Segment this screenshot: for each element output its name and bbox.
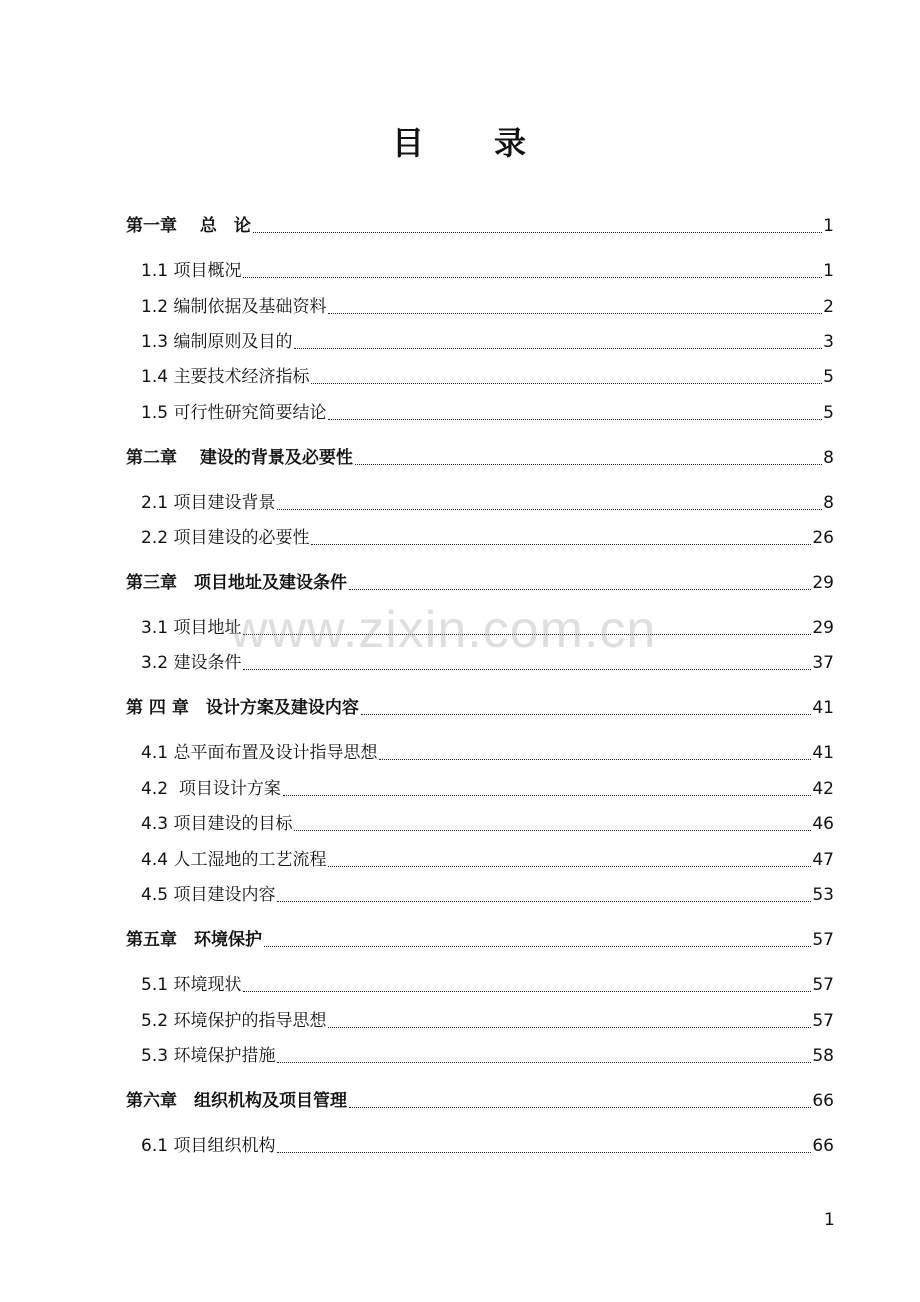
toc-entry-page: 57 bbox=[812, 1011, 834, 1031]
toc-section-entry[interactable] bbox=[141, 1041, 834, 1067]
toc-entry-page: 37 bbox=[812, 653, 834, 673]
toc-entry-label: 第五章 环境保护 bbox=[126, 930, 262, 950]
toc-entry-page: 2 bbox=[823, 297, 834, 317]
toc-chapter-entry[interactable] bbox=[126, 693, 834, 719]
dot-leader bbox=[253, 232, 822, 233]
toc-entry-label: 4.1 总平面布置及设计指导思想 bbox=[141, 743, 378, 763]
toc-section-entry[interactable] bbox=[141, 809, 834, 835]
dot-leader bbox=[349, 1107, 811, 1108]
toc-entry-label: 4.4 人工湿地的工艺流程 bbox=[141, 850, 327, 870]
dot-leader bbox=[277, 509, 822, 510]
toc-section-entry[interactable] bbox=[141, 1131, 834, 1157]
dot-leader bbox=[243, 277, 822, 278]
toc-entry-label: 第六章 组织机构及项目管理 bbox=[126, 1091, 347, 1111]
toc-entry-page: 29 bbox=[812, 618, 834, 638]
toc-section-entry[interactable] bbox=[141, 292, 834, 318]
toc-entry-label: 3.1 项目地址 bbox=[141, 618, 242, 638]
toc-chapter-entry[interactable] bbox=[126, 443, 834, 469]
toc-section-entry[interactable] bbox=[141, 256, 834, 282]
dot-leader bbox=[355, 464, 822, 465]
toc-entry-page: 1 bbox=[823, 216, 834, 236]
toc-entry-label: 1.5 可行性研究简要结论 bbox=[141, 403, 327, 423]
toc-entry-page: 47 bbox=[812, 850, 834, 870]
toc-entry-page: 8 bbox=[823, 448, 834, 468]
toc-entry-page: 58 bbox=[812, 1046, 834, 1066]
toc-section-entry[interactable] bbox=[141, 880, 834, 906]
dot-leader bbox=[311, 383, 822, 384]
page-title: 目 录 bbox=[391, 124, 528, 162]
toc-entry-label: 6.1 项目组织机构 bbox=[141, 1136, 276, 1156]
toc-entry-page: 66 bbox=[812, 1091, 834, 1111]
toc-entry-label: 5.3 环境保护措施 bbox=[141, 1046, 276, 1066]
toc-chapter-entry[interactable] bbox=[126, 211, 834, 237]
toc-section-entry[interactable] bbox=[141, 327, 834, 353]
toc-entry-page: 42 bbox=[812, 779, 834, 799]
toc-entry-label: 5.2 环境保护的指导思想 bbox=[141, 1011, 327, 1031]
toc-entry-label: 4.3 项目建设的目标 bbox=[141, 814, 293, 834]
toc-section-entry[interactable] bbox=[141, 523, 834, 549]
toc-entry-page: 3 bbox=[823, 332, 834, 352]
toc-section-entry[interactable] bbox=[141, 362, 834, 388]
dot-leader bbox=[328, 1027, 811, 1028]
dot-leader bbox=[243, 669, 811, 670]
toc-entry-label: 4.5 项目建设内容 bbox=[141, 885, 276, 905]
toc-entry-label: 第 四 章 设计方案及建设内容 bbox=[126, 698, 359, 718]
toc-entry-label: 5.1 环境现状 bbox=[141, 975, 242, 995]
dot-leader bbox=[328, 419, 822, 420]
toc-chapter-entry[interactable] bbox=[126, 1086, 834, 1112]
dot-leader bbox=[379, 759, 811, 760]
toc-entry-page: 5 bbox=[823, 403, 834, 423]
toc-section-entry[interactable] bbox=[141, 1006, 834, 1032]
dot-leader bbox=[328, 866, 811, 867]
toc-entry-label: 3.2 建设条件 bbox=[141, 653, 242, 673]
toc-entry-page: 1 bbox=[823, 261, 834, 281]
dot-leader bbox=[283, 795, 812, 796]
toc-entry-label: 1.2 编制依据及基础资料 bbox=[141, 297, 327, 317]
dot-leader bbox=[311, 544, 811, 545]
toc-entry-page: 8 bbox=[823, 493, 834, 513]
dot-leader bbox=[277, 1062, 811, 1063]
toc-entry-label: 第三章 项目地址及建设条件 bbox=[126, 573, 347, 593]
dot-leader bbox=[277, 1152, 811, 1153]
toc-entry-page: 26 bbox=[812, 528, 834, 548]
toc-entry-page: 53 bbox=[812, 885, 834, 905]
dot-leader bbox=[277, 901, 811, 902]
toc-section-entry[interactable] bbox=[141, 970, 834, 996]
toc-entry-label: 1.1 项目概况 bbox=[141, 261, 242, 281]
dot-leader bbox=[361, 714, 812, 715]
toc-chapter-entry[interactable] bbox=[126, 925, 834, 951]
dot-leader bbox=[294, 830, 811, 831]
toc-section-entry[interactable] bbox=[141, 774, 834, 800]
toc-section-entry[interactable] bbox=[141, 398, 834, 424]
toc-entry-page: 41 bbox=[812, 698, 834, 718]
dot-leader bbox=[264, 946, 811, 947]
toc-entry-page: 29 bbox=[812, 573, 834, 593]
toc-entry-page: 46 bbox=[812, 814, 834, 834]
toc-section-entry[interactable] bbox=[141, 488, 834, 514]
toc-entry-label: 1.3 编制原则及目的 bbox=[141, 332, 293, 352]
dot-leader bbox=[243, 991, 811, 992]
toc-section-entry[interactable] bbox=[141, 738, 834, 764]
toc-entry-page: 57 bbox=[812, 930, 834, 950]
toc-entry-label: 4.2 项目设计方案 bbox=[141, 779, 281, 799]
dot-leader bbox=[294, 348, 822, 349]
toc-entry-label: 1.4 主要技术经济指标 bbox=[141, 367, 310, 387]
toc-entry-page: 5 bbox=[823, 367, 834, 387]
toc-entry-label: 第一章 总 论 bbox=[126, 216, 251, 236]
toc-entry-page: 66 bbox=[812, 1136, 834, 1156]
toc-entry-label: 第二章 建设的背景及必要性 bbox=[126, 448, 353, 468]
dot-leader bbox=[349, 589, 811, 590]
toc-section-entry[interactable] bbox=[141, 845, 834, 871]
toc-entry-label: 2.1 项目建设背景 bbox=[141, 493, 276, 513]
page-number: 1 bbox=[824, 1210, 835, 1230]
toc-entry-page: 57 bbox=[812, 975, 834, 995]
watermark: www.zixin.com.cn bbox=[230, 601, 657, 659]
dot-leader bbox=[328, 313, 822, 314]
toc-entry-label: 2.2 项目建设的必要性 bbox=[141, 528, 310, 548]
toc-chapter-entry[interactable] bbox=[126, 568, 834, 594]
toc-entry-page: 41 bbox=[812, 743, 834, 763]
